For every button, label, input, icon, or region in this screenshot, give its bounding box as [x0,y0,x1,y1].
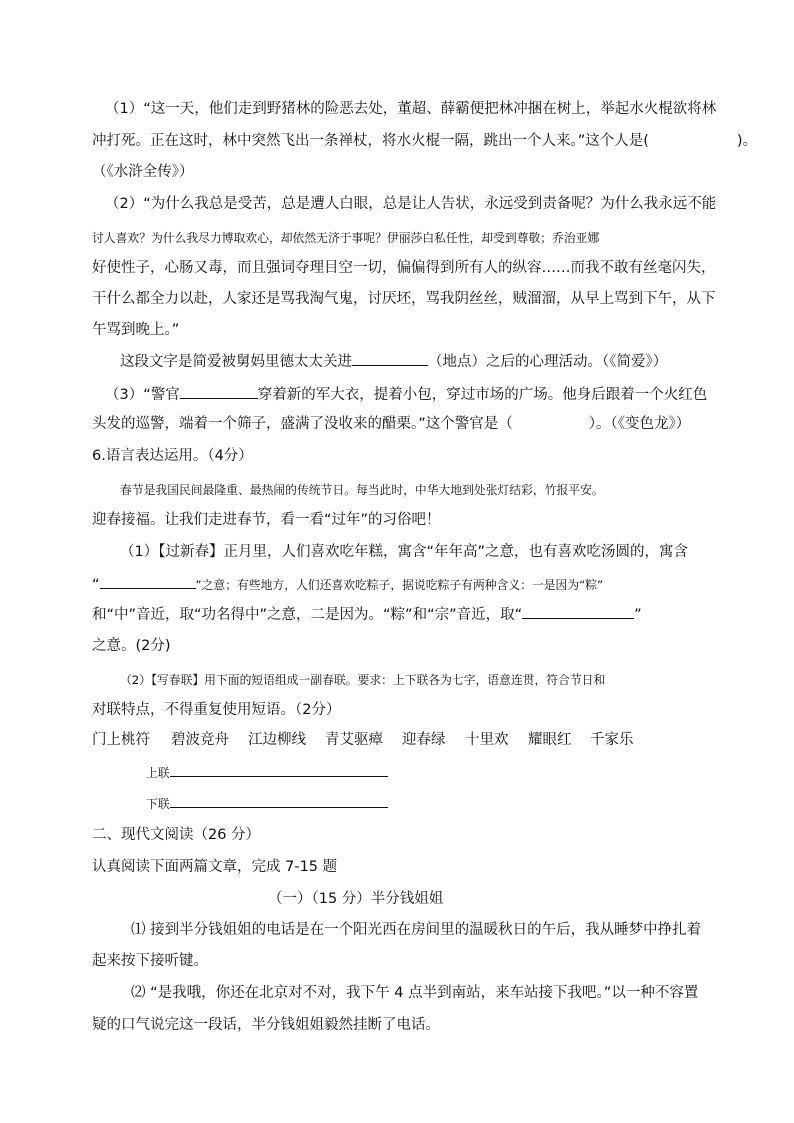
q6-p1-line1: （1）【过新春】正月里，人们喜欢吃年糕，寓含“年年高”之意，也有喜欢吃汤圆的，寓含 [120,544,688,560]
section2-title: 二、现代文阅读（26 分） [92,827,261,843]
q5-p3-line2-end: ）。（《变色龙》） [588,416,691,432]
q5-p2-line2: 讨人喜欢？为什么我尽力博取欢心，却依然无济于事呢？伊丽莎白私任性，却受到尊敬；乔治亚娜 [92,231,600,245]
q5-p2-question-end: （地点）之后的心理活动。（《简爱》） [428,354,668,370]
section2-instruction: 认真阅读下面两篇文章，完成 7-15 题 [92,859,338,875]
article-para2-line1: ⑵ “是我哦，你还在北京对不对，我下午 4 点半到南站，来车站接下我吧。”以一种不容置 [131,985,699,1001]
lower-couplet-row [146,794,388,814]
q5-p1-line2-text: 冲打死。正在这时，林中突然飞出一条禅杖，将水火棍一隔，跳出一个人来。”这个人是( [92,133,649,149]
q5-p1-line2-end: )。 [736,133,758,149]
phrase-item: 迎春绿 [402,732,446,748]
q5-p2-question [120,351,667,372]
q5-p3-line1 [105,384,707,405]
q6-title: 6.语言表达运用。（4分） [92,448,253,464]
q6-p2-line1: （2）【写春联】用下面的短语组成一副春联。要求：上下联各为七字，语意连贯，符合节日和 [120,673,606,687]
upper-couplet-row [146,763,388,783]
q6-p2-line2: 对联特点，不得重复使用短语。（2分） [92,702,341,718]
article-para1-line1: ⑴ 接到半分钱姐姐的电话是在一个阳光西在房间里的温暖秋日的午后，我从睡梦中挣扎着 [131,922,702,938]
phrase-item: 碧波竞舟 [171,732,229,748]
q5-p3-line2-text: 头发的巡警，端着一个筛子，盛满了没收来的醋栗。”这个警官是（ [92,416,513,432]
q5-p2-line1: （2）“为什么我总是受苦，总是遭人白眼，总是让人告状，永远受到责备呢？为什么我永远不能 [105,196,717,212]
lower-couplet-line[interactable] [170,795,388,808]
q5-p3-line2 [92,414,690,434]
q6-p1-line3-text: 和“中”音近，取“功名得中”之意，二是因为。“粽”和“宗”音近，取“ [92,607,523,623]
q5-p1-line1: （1）“这一天，他们走到野猪林的险恶去处，董超、薛霸便把林冲捆在树上，举起水火棍欲将林 [105,101,717,117]
q5-p1-line2 [92,131,757,151]
article-para1-line2: 起来按下接听键。 [92,953,208,969]
q6-p1-quote-close: ” [634,607,642,623]
q5-p2-line3: 好使性子，心肠又毒，而且强词夺理目空一切，偏偏得到所有人的纵容……而我不敢有丝毫闪失， [92,260,716,276]
phrase-item: 十里欢 [465,732,509,748]
q6-p1-line4: 之意。(2分) [92,638,171,654]
lower-couplet-label: 下联 [146,797,170,811]
article-title: （一）（15 分）半分钱姐姐 [268,891,444,907]
upper-couplet-label: 上联 [146,766,170,780]
q6-p1-line2 [92,574,603,595]
q5-p3-name-blank[interactable] [180,384,258,399]
q5-p2-answer-blank[interactable] [352,351,428,366]
q5-p1-source: （《水浒全传》） [92,164,194,180]
phrase-item: 青艾驱瘴 [325,732,383,748]
q5-p2-line5: 午骂到晚上。” [92,322,180,338]
q6-intro-line1: 春节是我国民间最隆重、最热闹的传统节日。每当此时，中华大地到处张灯结彩，竹报平安。 [120,483,604,497]
q5-p3-line1-text: （3）“警官 [105,387,180,403]
upper-couplet-line[interactable] [170,764,388,777]
phrase-item: 江边柳线 [248,732,306,748]
q6-p1-blank-1[interactable] [100,574,196,589]
phrase-item: 门上桃符 [92,732,150,748]
q6-p1-quote-open: “ [92,577,100,593]
q5-p2-line4: 干什么都全力以赴，人家还是骂我淘气鬼，讨厌坯，骂我阴丝丝，贼溜溜，从早上骂到下午，从下 [92,291,716,307]
q6-intro-line2: 迎春接福。让我们走进春节，看一看“过年”的习俗吧！ [92,512,441,528]
phrase-item: 千家乐 [590,732,634,748]
phrase-item: 耀眼红 [528,732,572,748]
q6-p1-line2-text: ”之意；有些地方，人们还喜欢吃粽子，据说吃粽子有两种含义：一是因为“粽” [195,578,604,592]
q5-p3-line1-end: 穿着新的军大衣，提着小包，穿过市场的广场。他身后跟着一个火红色 [257,387,708,403]
q6-p1-blank-2[interactable] [522,604,634,619]
article-para2-line2: 疑的口气说完这一段话，半分钱姐姐毅然挂断了电话。 [92,1017,440,1033]
q6-p1-line3 [92,604,642,625]
q5-p2-question-text: 这段文字是简爱被舅妈里德太太关进 [120,354,352,370]
